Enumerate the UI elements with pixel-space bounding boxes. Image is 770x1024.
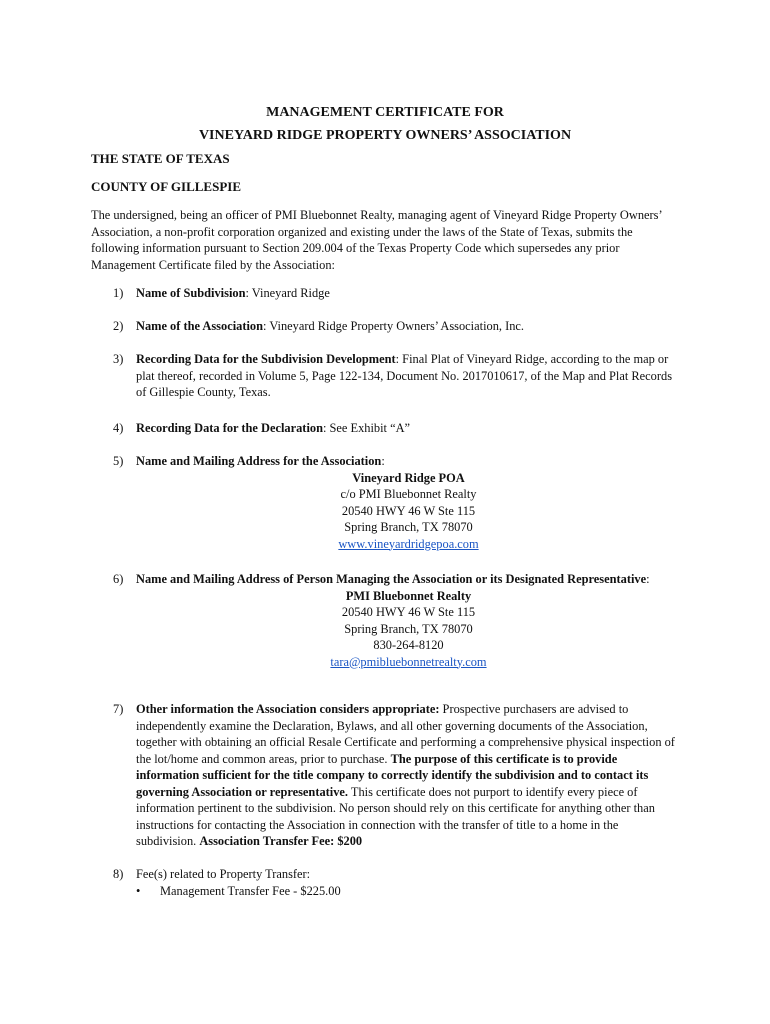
item-number: 2): [113, 319, 124, 333]
item-label: Name of Subdivision: [136, 286, 246, 300]
item-number: 6): [113, 572, 124, 586]
state-heading: THE STATE OF TEXAS: [91, 151, 230, 166]
association-address-line: 20540 HWY 46 W Ste 115: [341, 503, 476, 518]
association-address-block: [136, 470, 681, 553]
fee-text: Management Transfer Fee - $225.00: [160, 883, 341, 898]
document-title: [0, 101, 770, 147]
item-value: : Final Plat of Vineyard Ridge, according to the map or plat thereof, recorded in Volume 5, Page 122-134, Document No. 2017010617, of the Map and Plat Records of Gillespie County, Texas.: [136, 352, 673, 399]
item-7: [91, 701, 681, 850]
item-5: [91, 453, 681, 552]
other-info-text-1: Prospective purchasers are advised to independently examine the Declaration, Bylaws, and all other governing documents of the Association, together with obtaining an official Resale Certificate and performing a comprehensive physical inspection of the lot/home and common areas, prior to purchase.: [136, 702, 675, 766]
item-label: Recording Data for the Declaration: [136, 421, 323, 435]
association-address-line: c/o PMI Bluebonnet Realty: [340, 487, 477, 501]
association-name: Vineyard Ridge POA: [352, 470, 465, 485]
item-number: 3): [113, 352, 124, 366]
association-website-link[interactable]: www.vineyardridgepoa.com: [338, 536, 479, 551]
item-label: Name and Mailing Address of Person Managing the Association or its Designated Representative: [136, 572, 647, 586]
manager-phone: 830-264-8120: [373, 638, 444, 652]
title-line-1: MANAGEMENT CERTIFICATE FOR: [266, 105, 504, 120]
item-1: [91, 285, 681, 302]
county-heading: COUNTY OF GILLESPIE: [91, 179, 242, 194]
item-value: : See Exhibit “A”: [322, 421, 411, 435]
fee-list-item: [136, 883, 681, 900]
manager-name: PMI Bluebonnet Realty: [345, 588, 472, 603]
intro-paragraph: The undersigned, being an officer of PMI Bluebonnet Realty, managing agent of Vineyard Ridge Property Owners’ Association, a non-profit corporation organized and existing under the laws of the State of Texas, submits the following information pursuant to Section 209.004 of the Texas Property Code which supersedes any prior Management Certificate filed by the Association:: [91, 208, 662, 272]
other-info-paragraph: [136, 701, 681, 850]
item-2: [91, 318, 681, 335]
item-8: [91, 866, 681, 899]
item-4: [91, 420, 681, 437]
item-value: :: [646, 572, 650, 586]
item-value: Fee(s) related to Property Transfer:: [136, 867, 311, 881]
manager-email-link[interactable]: tara@pmibluebonnetrealty.com: [330, 654, 487, 669]
item-number: 1): [113, 286, 124, 300]
title-line-2: VINEYARD RIDGE PROPERTY OWNERS’ ASSOCIATION: [198, 128, 572, 143]
transfer-fee: Association Transfer Fee: $200: [199, 834, 363, 848]
manager-address-line: 20540 HWY 46 W Ste 115: [341, 605, 476, 619]
item-label: Recording Data for the Subdivision Development: [136, 352, 396, 366]
item-3: [91, 351, 681, 401]
item-number: 8): [113, 867, 124, 881]
manager-address-block: [136, 588, 681, 671]
association-address-line: Spring Branch, TX 78070: [344, 520, 473, 534]
item-value: : Vineyard Ridge Property Owners’ Association, Inc.: [263, 319, 525, 333]
other-info-text-2: This certificate does not purport to identify every piece of information pertinent to the subdivision. No person should rely on this certificate for anything other than instructions for contacting the Association in connection with the transfer of title to a home in the subdivision.: [136, 784, 655, 848]
item-label: Other information the Association considers appropriate:: [136, 702, 440, 716]
item-label: Name and Mailing Address for the Association: [136, 454, 382, 468]
item-6: [91, 571, 681, 670]
item-label: Name of the Association: [136, 319, 263, 333]
bullet-icon: •: [136, 883, 141, 898]
item-number: 5): [113, 454, 124, 468]
item-value: :: [381, 454, 385, 468]
item-value: : Vineyard Ridge: [245, 286, 330, 300]
other-info-bold-1: The purpose of this certificate is to provide information sufficient for the title company to correctly identify the subdivision and to contact its governing Association or representative.: [136, 751, 649, 799]
item-number: 7): [113, 702, 124, 716]
item-number: 4): [113, 421, 124, 435]
manager-address-line: Spring Branch, TX 78070: [344, 621, 473, 636]
